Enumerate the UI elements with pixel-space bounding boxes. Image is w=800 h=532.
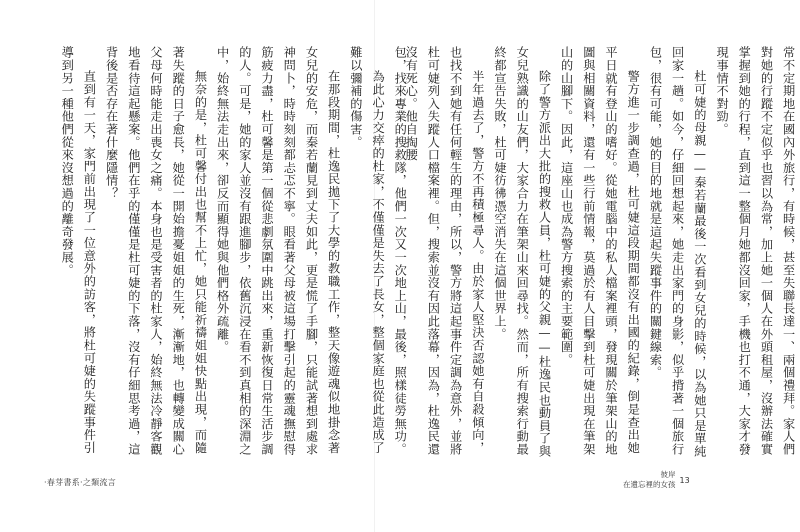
paragraph: 直到有一天，家門前出現了一位意外的訪客，將杜可婕的失蹤事件引導到另一種他們從來沒想過的離奇發展。	[60, 46, 97, 455]
paragraph: 除了警方派出大批的搜救人員，杜可婕的父親——杜逸民也動員了與女兒熟識的山友們，大家合力在筆架山來回尋找。然而，所有搜索行動最終都宣告失敗，杜可婕彷彿憑空消失在這個世界上。	[493, 46, 552, 458]
paragraph: 杜可婕的母親——秦若蘭最後一次看到女兒的時候，以為她只是單純回家一趟。如今，仔細回想起來，她走出家門的身影，似乎揹著一個旅行包，很有可能，她的目的地就是這起失蹤事件的關鍵線索。	[648, 46, 707, 458]
paragraph: 包，找來專業的搜救隊，他們一次又一次地上山，最後，照樣徒勞無功。	[393, 46, 408, 456]
right-page	[400, 46, 796, 466]
paragraph: 在那段期間，杜逸民拋下了大學的教職工作，整天像遊魂似地掛念著女兒的安危，而秦若蘭見到丈夫如此，更是慌了手腳，只能試著想到處求神問卜，時時刻刻都忐忑不寧。眼看著父母被這場打擊引起的靈魂撫慰得筋疲力盡，杜可馨是第一個從悲劇氛圍中跳出來，重新恢復日常生活步調的人。可是，她的家人並沒有跟進腳步，依舊沉浸在看不到真相的深淵之中，始終無法走出來，卻反而顯得她與他們格外疏離。	[215, 46, 341, 456]
paragraph: 常不定期地在國內外旅行，有時候，甚至失聯長達一、兩個禮拜。家人們對她的行蹤不定似乎也習以為常，加上她一個人在外頭租屋，沒辦法確實掌握到她的行程，直到這一整個月她都沒回家，手機也打不通，大家才發現事情不對勁。	[715, 46, 796, 456]
left-page-footer	[44, 477, 116, 488]
page-number: 13	[679, 475, 690, 485]
left-page-body	[56, 46, 411, 466]
paragraph: 為此心力交瘁的杜家，不僅僅是失去了長女，整個家庭也從此造成了難以彌補的傷害。	[348, 46, 386, 455]
footer-series: 彼岸	[660, 470, 676, 479]
paragraph: 半年過去了，警方不再積極尋人。由於家人堅決否認她有自殺傾向，也找不到她有任何輕生的理由，所以，警方將這起事件定調為意外，並將杜可婕列入失蹤人口檔案裡。但，搜索並沒有因此落幕，因為，杜逸民還沒有死心。他自掏腰	[404, 46, 485, 456]
right-page-body	[400, 46, 800, 466]
left-page	[56, 46, 408, 466]
footer-series-title: ‧春芽書系‧之類流言	[44, 478, 117, 487]
right-page-footer	[623, 470, 690, 490]
footer-text-block	[623, 470, 676, 490]
paragraph: 無奈的是，杜可馨付出也幫不上忙，她只能祈禱姐姐快點出現，而隨著失蹤的日子愈長，她從一開始擔憂姐姐的生死，漸漸地，也轉變成關心父母何時能走出喪女之痛。本身也是受害者的杜家人，始終無法冷靜客觀地看待這起懸案。他們在乎的僅僅是杜可婕的下落，沒有仔細思考過，這背後是否存在著什麼隱情？	[104, 46, 208, 456]
footer-book-title: 在遺忘裡的女孩	[623, 480, 676, 489]
paragraph: 警方進一步調查過，杜可婕這段期間都沒有出國的紀錄，倒是查出她平日就有登山的嗜好。從她電腦中的私人檔案裡頭，發現關於筆架山的地圖與相關資料，還有一些行前情報，莫過於有人目擊到杜可婕出現在筆架山的山腳下。因此，這座山也成為警方搜索的主要範圍。	[559, 46, 641, 456]
